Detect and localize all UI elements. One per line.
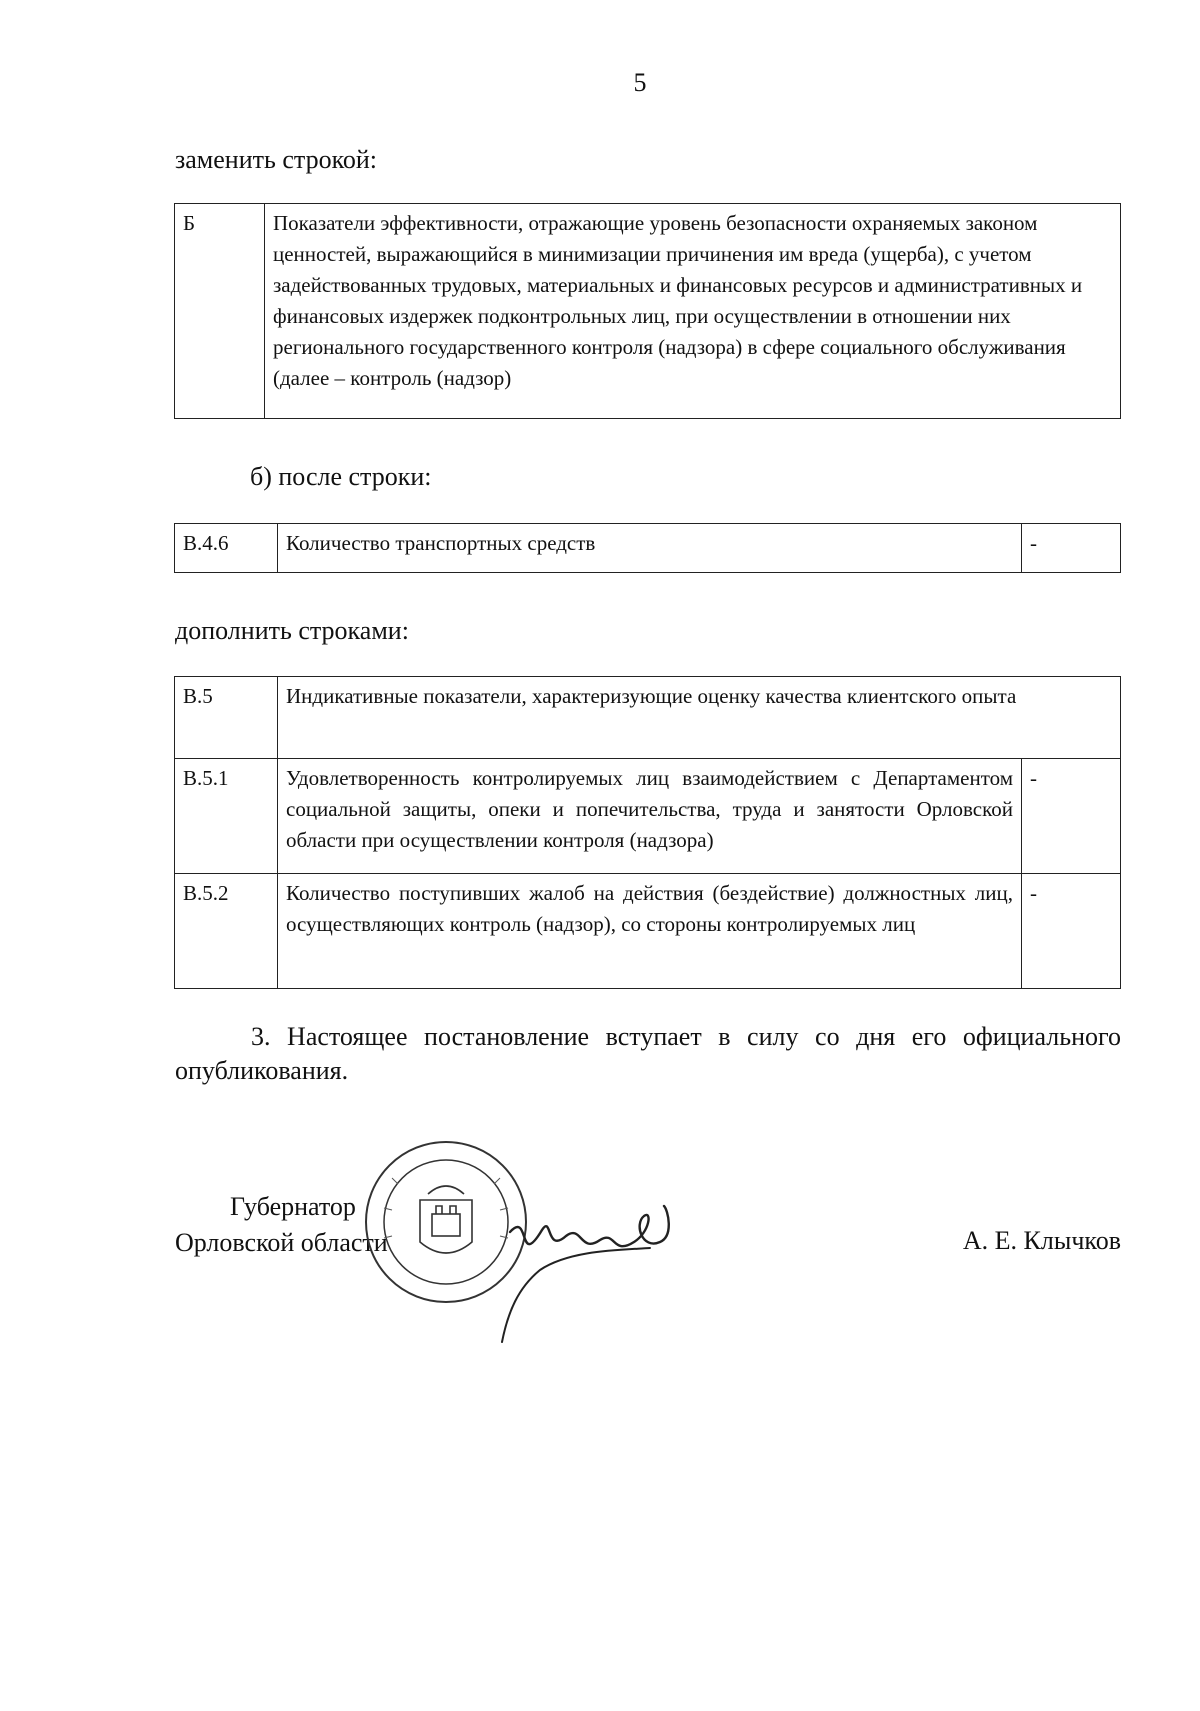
row-text: Показатели эффективности, отражающие уровень безопасности охраняемых законом ценностей, выражающийся в минимизации причинения им вреда (ущерба), с учетом задействованных трудовых, материальных и финансовых ресурсов и административных и финансовых издержек подконтрольных лиц, при осуществлении в отношении них регионального государственного контроля (надзора) в сфере социального обслуживания (далее – контроль (надзор)	[265, 204, 1121, 419]
row-value: -	[1022, 759, 1121, 874]
item-b: б) после строки:	[250, 462, 432, 491]
add-table	[174, 676, 1121, 989]
position-line2: Орловской области	[175, 1228, 388, 1257]
table-row	[175, 204, 1121, 419]
table-row	[175, 874, 1121, 989]
after-table	[174, 523, 1121, 573]
row-code: В.5.2	[175, 874, 278, 989]
intro-replace: заменить строкой:	[175, 145, 378, 174]
signature-icon	[500, 1170, 730, 1350]
row-value: -	[1022, 524, 1121, 573]
row-code: Б	[175, 204, 265, 419]
row-code: В.5.1	[175, 759, 278, 874]
closing-paragraph: 3. Настоящее постановление вступает в силу со дня его официального опубликования.	[175, 1022, 1121, 1085]
row-text: Удовлетворенность контролируемых лиц взаимодействием с Департаментом социальной защиты, опеки и попечительства, труда и занятости Орловской области при осуществлении контроля (надзора)	[278, 759, 1022, 874]
row-text: Индикативные показатели, характеризующие оценку качества клиентского опыта	[278, 677, 1121, 759]
intro-add: дополнить строками:	[175, 616, 409, 645]
row-code: В.5	[175, 677, 278, 759]
position-line1: Губернатор	[230, 1192, 356, 1221]
signatory-name: А. Е. Клычков	[962, 1226, 1121, 1255]
table-row	[175, 677, 1121, 759]
replace-table	[174, 203, 1121, 419]
table-row	[175, 759, 1121, 874]
table-row	[175, 524, 1121, 573]
row-value: -	[1022, 874, 1121, 989]
row-text: Количество поступивших жалоб на действия (бездействие) должностных лиц, осуществляющих контроль (надзор), со стороны контролируемых лиц	[278, 874, 1022, 989]
row-text: Количество транспортных средств	[278, 524, 1022, 573]
row-code: В.4.6	[175, 524, 278, 573]
page-number: 5	[633, 68, 647, 97]
